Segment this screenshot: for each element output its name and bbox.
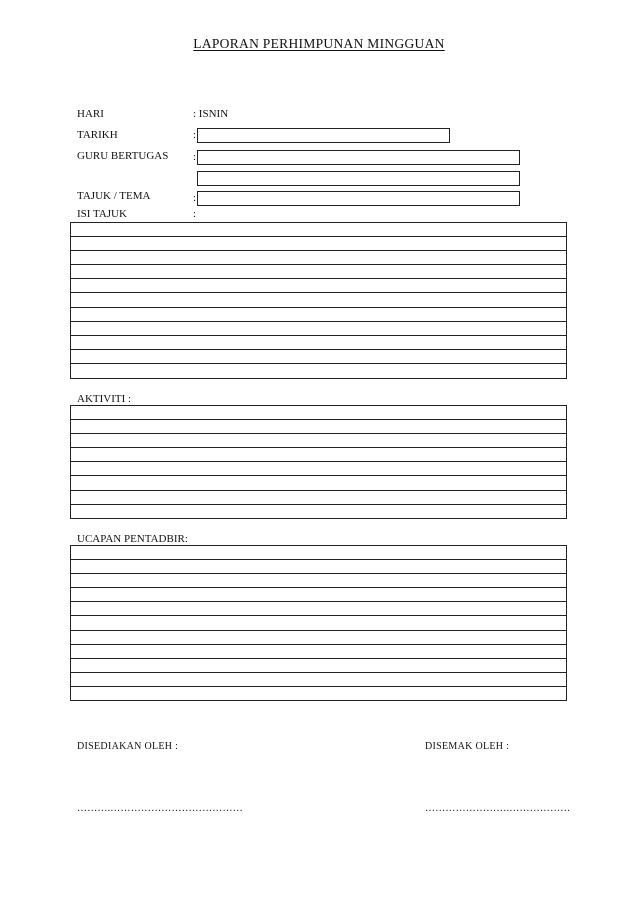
line-row <box>71 602 566 616</box>
line-row <box>71 546 566 560</box>
ucapan-box[interactable] <box>70 545 567 701</box>
tarikh-label: TARIKH <box>77 129 118 141</box>
page-title-text: LAPORAN PERHIMPUNAN MINGGUAN <box>193 36 445 51</box>
line-row <box>71 265 566 279</box>
disediakan-label: DISEDIAKAN OLEH : <box>77 741 179 752</box>
line-row <box>71 616 566 630</box>
line-row <box>71 588 566 602</box>
tajuk-label: TAJUK / TEMA <box>77 190 151 202</box>
tarikh-colon: : <box>193 129 197 141</box>
line-row <box>71 350 566 364</box>
guru-input-1[interactable] <box>197 150 520 165</box>
tarikh-input[interactable] <box>197 128 450 143</box>
line-row <box>71 237 566 251</box>
line-row <box>71 406 566 420</box>
line-row <box>71 364 566 378</box>
hari-value: : ISNIN <box>193 108 229 120</box>
line-row <box>71 491 566 505</box>
disediakan-signature-line[interactable]: ……….………………………………… <box>77 803 243 814</box>
line-row <box>71 687 566 701</box>
isi-label: ISI TAJUK <box>77 208 127 220</box>
line-row <box>71 476 566 490</box>
line-row <box>71 279 566 293</box>
tajuk-input[interactable] <box>197 191 520 206</box>
guru-colon: : <box>193 151 197 163</box>
line-row <box>71 560 566 574</box>
line-row <box>71 673 566 687</box>
isi-tajuk-box[interactable] <box>70 222 567 379</box>
page-title <box>0 36 638 52</box>
line-row <box>71 322 566 336</box>
isi-colon: : <box>193 208 197 220</box>
line-row <box>71 293 566 307</box>
line-row <box>71 448 566 462</box>
line-row <box>71 251 566 265</box>
aktiviti-label: AKTIVITI : <box>77 393 132 405</box>
disemak-signature-line[interactable]: …………………….……………… <box>425 803 571 814</box>
hari-label: HARI <box>77 108 104 120</box>
line-row <box>71 223 566 237</box>
aktiviti-box[interactable] <box>70 405 567 519</box>
guru-label: GURU BERTUGAS <box>77 150 169 162</box>
line-row <box>71 308 566 322</box>
disemak-label: DISEMAK OLEH : <box>425 741 510 752</box>
line-row <box>71 336 566 350</box>
line-row <box>71 659 566 673</box>
line-row <box>71 420 566 434</box>
line-row <box>71 631 566 645</box>
tajuk-colon: : <box>193 192 197 204</box>
line-row <box>71 462 566 476</box>
line-row <box>71 434 566 448</box>
line-row <box>71 505 566 519</box>
line-row <box>71 574 566 588</box>
line-row <box>71 645 566 659</box>
ucapan-label: UCAPAN PENTADBIR: <box>77 533 188 545</box>
guru-input-2[interactable] <box>197 171 520 186</box>
